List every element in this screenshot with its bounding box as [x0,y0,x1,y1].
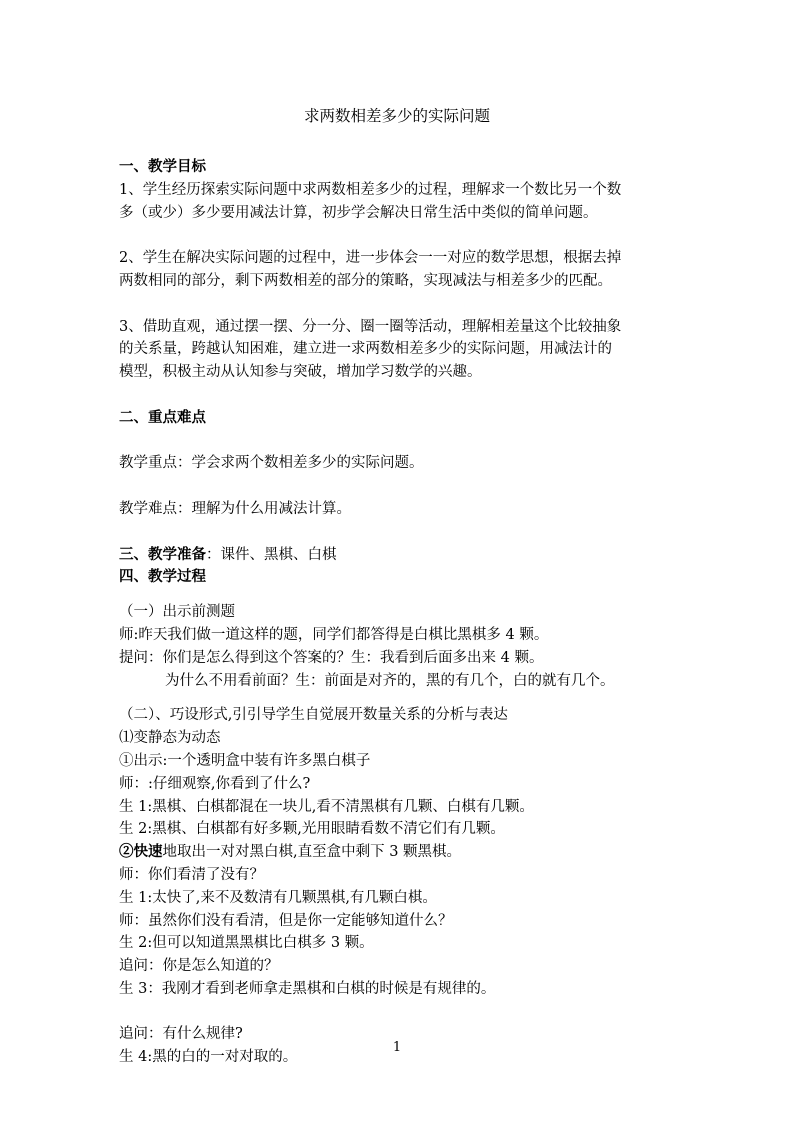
goal-2-line-2: 两数相同的部分，剩下两数相差的部分的策略，实现减法与相差多少的匹配。 [119,272,612,289]
part-2-line-10: 追问：你是怎么知道的？ [119,958,279,975]
part-2-line-4: 生 2:黑棋、白棋都有好多颗,光用眼睛看数不清它们有几颗。 [119,821,505,838]
difficult-point: 教学难点：理解为什么用减法计算。 [119,500,351,517]
section-heading-preparation: 三、教学准备 [119,545,206,563]
part-2-line-11: 生 3：我刚才看到老师拿走黑棋和白棋的时候是有规律的。 [119,980,496,997]
goal-3-line-2: 的关系量，跨越认知困难，建立进一求两数相差多少的实际问题，用减法计的 [119,341,612,358]
document-title: 求两数相差多少的实际问题 [303,107,490,125]
part-1-heading: （一）出示前测题 [119,604,235,621]
preparation-content: ：课件、黑棋、白棋 [206,546,337,563]
goal-1-line-1: 1、学生经历探索实际问题中求两数相差多少的过程，理解求一个数比另一个数 [119,181,622,198]
part-1-line-2: 提问：你们是怎么得到这个答案的？生：我看到后面多出来 4 颗。 [119,649,544,666]
page-number: 1 [392,1040,402,1055]
part-2-line-5-rest: 地取出一对对黑白棋,直至盒中剩下 3 颗黑棋。 [162,844,462,861]
section-heading-key-points: 二、重点难点 [119,408,206,426]
part-1-line-1: 师:昨天我们做一道这样的题，同学们都答得是白棋比黑棋多 4 颗。 [119,626,549,643]
part-2-line-7: 生 1:太快了,来不及数清有几颗黑棋,有几颗白棋。 [119,889,437,906]
part-2-line-13: 生 4:黑的白的一对对取的。 [119,1049,298,1066]
goal-3-line-3: 模型，积极主动从认知参与突破，增加学习数学的兴趣。 [119,364,482,381]
goal-2-line-1: 2、学生在解决实际问题的过程中，进一步体会一一对应的数学思想，根据去掉 [119,250,622,267]
part-2-line-2: 师：:仔细观察,你看到了什么? [119,775,311,792]
preparation-line [119,544,679,567]
part-1-line-3: 为什么不用看前面？生：前面是对齐的，黑的有几个，白的就有几个。 [165,672,615,689]
section-heading-objectives: 一、教学目标 [119,158,206,175]
part-2-line-1: ①出示:一个透明盒中装有许多黑白棋子 [119,752,371,769]
part-2-line-5 [119,841,679,864]
key-point: 教学重点：学会求两个数相差多少的实际问题。 [119,455,424,472]
part-2-subheading: ⑴变静态为动态 [119,730,221,747]
part-2-line-5-bold: ②快速 [119,843,163,861]
part-2-line-3: 生 1:黑棋、白棋都混在一块儿,看不清黑棋有几颗、白棋有几颗。 [119,798,534,815]
document-body [119,156,679,1069]
section-heading-process: 四、教学过程 [119,568,206,586]
part-2-line-9: 生 2:但可以知道黑黑棋比白棋多 3 颗。 [119,935,374,952]
part-2-line-12: 追问：有什么规律? [119,1026,243,1043]
goal-1-line-2: 多（或少）多少要用减法计算，初步学会解决日常生活中类似的简单问题。 [119,204,598,221]
part-2-line-6: 师：你们看清了没有？ [119,866,264,883]
part-2-line-8: 师：虽然你们没有看清，但是你一定能够知道什么？ [119,912,453,929]
goal-3-line-1: 3、借助直观，通过摆一摆、分一分、圈一圈等活动，理解相差量这个比较抽象 [119,318,622,335]
part-2-heading: （二）、巧设形式,引引导学生自觉展开数量关系的分析与表达 [119,707,508,724]
